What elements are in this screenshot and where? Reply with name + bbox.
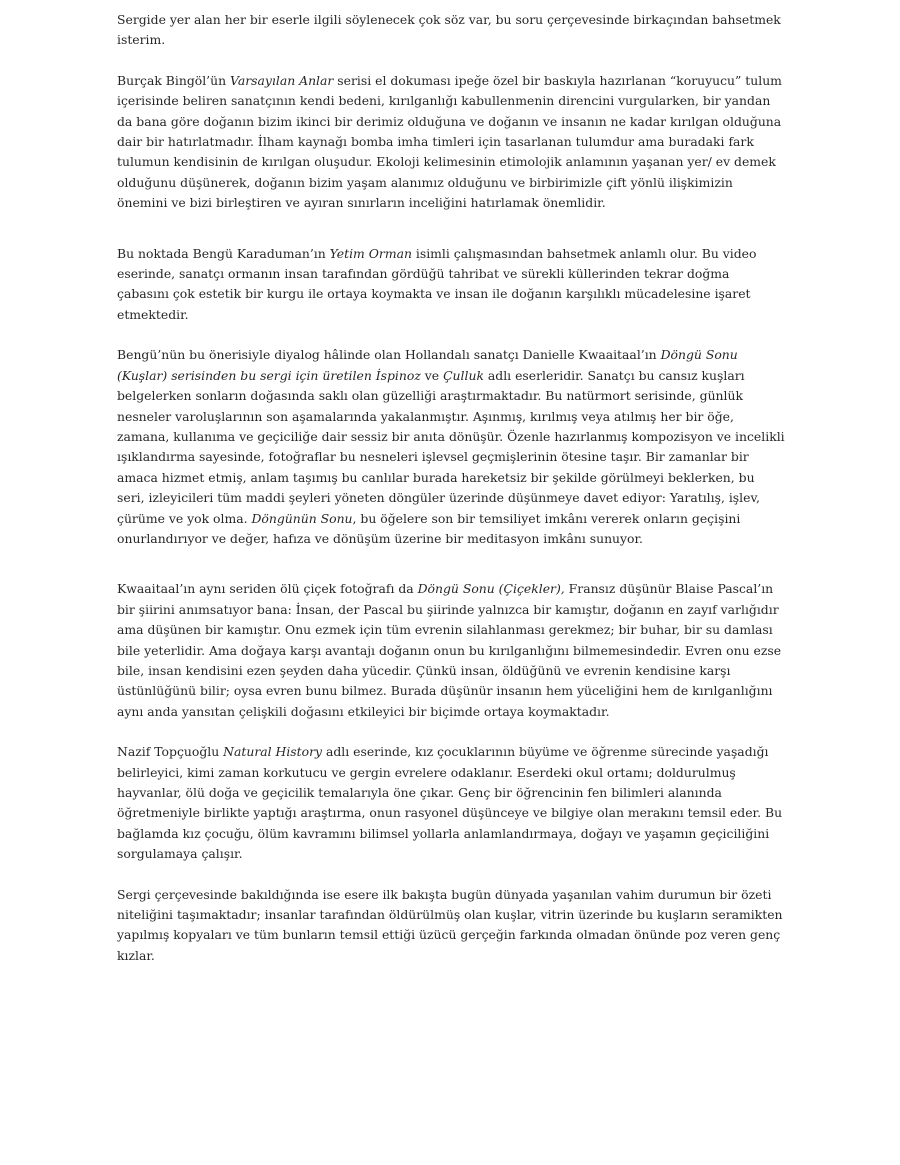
paragraph-danielle-kwaaitaal [117, 345, 785, 549]
artwork-title: Çulluk [443, 367, 484, 383]
artwork-title: Döngünün Sonu [251, 510, 353, 526]
paragraph-burcak-bingol [117, 71, 785, 214]
text-run: isimli çalışmasından bahsetmek anlamlı olur. Bu video eserinde, sanatçı ormanın insan tarafından gördüğü tahribat ve sürekli küllerinden tekrar doğma çabasını çok estetik bir kurgu ile ortaya koymakta ve insan ile doğanın karşılıklı mücadelesine işaret etmektedir. [117, 245, 757, 322]
text-run: Nazif Topçuoğlu [117, 744, 224, 760]
text-run: adlı eserleridir. Sanatçı bu cansız kuşları belgelerken sonların doğasında saklı olan güzelliği araştırmaktadır. Bu natürmort serisinde, günlük nesneler varoluşlarının son aşamalarında yakalanmıştır. Aşınmış, kırılmış veya atılmış her bir öğe, zamana, kullanıma ve geçiciliğe dair sessiz bir anıta dönüşür. Özenle hazırlanmış kompozisyon ve incelikli ışıklandırma sayesinde, fotoğraflar bu nesneleri işlevsel geçmişlerinin ötesine taşır. Bir zamanlar bir amaca hizmet etmiş, anlam taşımış bu canlılar burada hareketsiz bir şekilde görülmeyi beklerken, bu seri, izleyicileri tüm maddi şeyleri yöneten döngüler üzerinde düşünmeye davet ediyor: Yaratılış, işlev, çürüme ve yok olma. [117, 367, 785, 526]
artwork-title: Varsayılan Anlar [230, 72, 334, 88]
text-run: Sergi çerçevesinde bakıldığında ise esere ilk bakışta bugün dünyada yaşanılan vahim durumun bir özeti niteliğini taşımaktadır; insanlar tarafından öldürülmüş olan kuşlar, vitrin üzerinde bu kuşların seramikten yapılmış kopyaları ve tüm bunların temsil ettiği üzücü gerçeğin farkında olmadan önünde poz veren genç kızlar. [117, 886, 783, 963]
paragraph-sergi-cercevesi [117, 885, 785, 967]
text-run: ve [420, 367, 444, 383]
artwork-title: Yetim Orman [329, 245, 412, 261]
text-run: serisi el dokuması ipeğe özel bir baskıyla hazırlanan “koruyucu” tulum içerisinde beliren sanatçının kendi bedeni, kırılganlığı kabullenmenin direncini vurgularken, bir yandan da bana göre doğanın bizim ikinci bir derimiz olduğuna ve doğanın ve insanın ne kadar kırılgan olduğuna dair bir hatırlatmadır. İlham kaynağı bomba imha timleri için tasarlanan tulumdur ama buradaki fark tulumun kendisinin de kırılgan oluşudur. Ekoloji kelimesinin etimolojik anlamının yaşanan yer/ ev demek olduğunu düşünerek, doğanın bizim yaşam alanımız olduğunu ve birbirimizle çift yönlü ilişkimizin önemini ve bizi birleştiren ve ayıran sınırların inceliğini hatırlamak önemlidir. [117, 72, 782, 211]
paragraph-intro [117, 10, 785, 51]
text-run: , bu öğelere son bir temsiliyet imkânı vererek onların geçişini onurlandırıyor ve değer, hafıza ve dönüşüm üzerine bir meditasyon imkânı sunuyor. [117, 510, 741, 546]
paragraph-bengu-karaduman [117, 244, 785, 326]
paragraph-nazif-topcuoglu [117, 742, 785, 864]
text-run: Kwaaitaal’ın aynı seriden ölü çiçek fotoğrafı da [117, 581, 418, 597]
artwork-title: Natural History [223, 744, 323, 760]
text-run: Sergide yer alan her bir eserle ilgili söylenecek çok söz var, bu soru çerçevesinde birkaçından bahsetmek isterim. [117, 12, 781, 48]
text-run: Bengü’nün bu önerisiyle diyalog hâlinde olan Hollandalı sanatçı Danielle Kwaaitaal’ın [117, 347, 661, 363]
text-run: Bu noktada Bengü Karaduman’ın [117, 245, 330, 261]
text-run: Burçak Bingöl’ün [117, 72, 231, 88]
text-run: Fransız düşünür Blaise Pascal’ın bir şiirini anımsatıyor bana: İnsan, der Pascal bu şiirinde yalnızca bir kamıştır, doğanın en zayıf varlığıdır ama düşünen bir kamıştır. Onu ezmek için tüm evrenin silahlanması gerekmez; bir buhar, bir su damlası bile yeterlidir. Ama doğaya karşı avantajı doğanın onun bu kırılganlığını bilmemesindedir. Evren onu ezse bile, insan kendisini ezen şeyden daha yücedir. Çünkü insan, öldüğünü ve evrenin kendisine karşı üstünlüğünü bilir; oysa evren bunu bilmez. Burada düşünür insanın hem yüceliğini hem de kırılganlığını aynı anda yansıtan çelişkili doğasını etkileyici bir biçimde ortaya koymaktadır. [117, 581, 782, 719]
text-run: adlı eserinde, kız çocuklarının büyüme ve öğrenme sürecinde yaşadığı belirleyici, kimi zaman korkutucu ve gergin evrelere odaklanır. Eserdeki okul ortamı; doldurulmuş hayvanlar, ölü doğa ve geçicilik temalarıyla öne çıkar. Genç bir öğrencinin fen bilimleri alanında öğretmeniyle birlikte yaptığı araştırma, onun rasyonel düşünceye ve bilgiye olan merakını temsil eder. Bu bağlamda kız çocuğu, ölüm kavramını bilimsel yollarla anlamlandırmaya, doğayı ve yaşamın geçiciliğini sorgulamaya çalışır. [117, 744, 783, 862]
artwork-title: Döngü Sonu (Kuşlar) serisinden bu sergi için üretilen İspinoz [117, 347, 738, 383]
artwork-title: Döngü Sonu (Çiçekler), [417, 581, 565, 597]
paragraph-pascal [117, 579, 785, 722]
document-page [117, 10, 785, 966]
